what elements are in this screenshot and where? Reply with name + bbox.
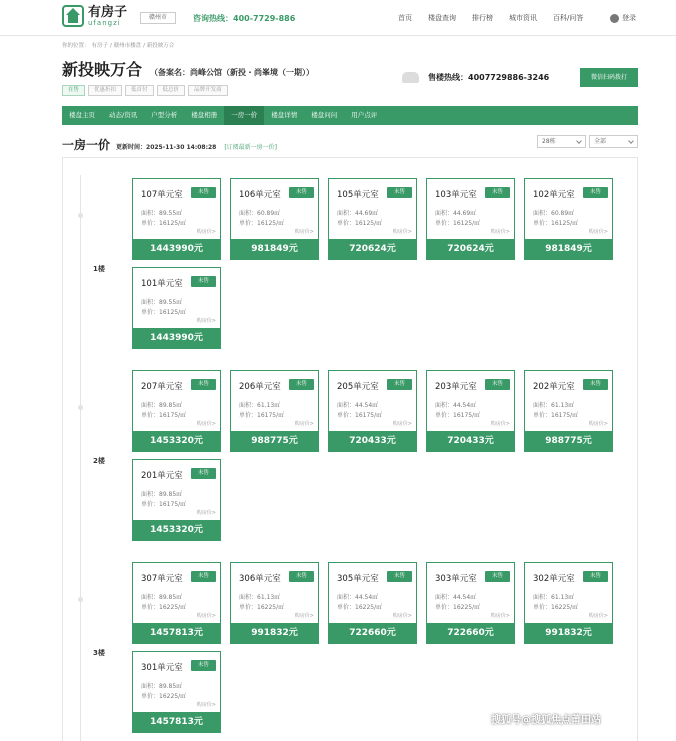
purchase-calc-link[interactable]: 购房价>: [392, 229, 412, 235]
unit-area: 面积：89.55㎡: [141, 299, 183, 306]
purchase-calc-link[interactable]: 购房价>: [490, 613, 510, 619]
unit-price: 单价：16125/㎡: [141, 220, 187, 227]
building-select-value: 28栋: [542, 138, 556, 145]
unit-card[interactable]: [524, 370, 613, 452]
unit-room: 305单元室: [337, 574, 379, 584]
status-badge: 未售: [289, 571, 314, 582]
purchase-calc-link[interactable]: 购房价>: [294, 229, 314, 235]
unit-area: 面积：44.69㎡: [435, 210, 477, 217]
unit-room: 206单元室: [239, 382, 281, 392]
floor-label: 2楼: [93, 457, 105, 465]
site-logo[interactable]: [62, 5, 127, 27]
unit-price: 单价：16125/㎡: [239, 220, 285, 227]
purchase-calc-link[interactable]: 购房价>: [490, 421, 510, 427]
house-logo-icon: [62, 5, 84, 27]
unit-total-price: 991832元: [231, 623, 318, 643]
unit-area: 面积：61.13㎡: [239, 402, 281, 409]
tag-on-sale: 在售: [62, 85, 85, 96]
chevron-down-icon: [576, 138, 582, 144]
purchase-calc-link[interactable]: 购房价>: [392, 613, 412, 619]
unit-card[interactable]: [132, 178, 221, 260]
unit-area: 面积：60.89㎡: [533, 210, 575, 217]
tag-brand-developer: 品牌开发商: [188, 85, 228, 96]
unit-price: 单价：16225/㎡: [141, 604, 187, 611]
unit-price: 单价：16225/㎡: [141, 693, 187, 700]
unit-price: 单价：16225/㎡: [239, 604, 285, 611]
unit-room: 105单元室: [337, 190, 379, 200]
status-select-value: 全部: [594, 138, 607, 145]
status-badge: 未售: [583, 379, 608, 390]
status-badge: 未售: [191, 187, 216, 198]
status-badge: 未售: [387, 187, 412, 198]
unit-price: 单价：16225/㎡: [337, 604, 383, 611]
phone-icon: [402, 70, 420, 84]
breadcrumb-prefix: 你的位置：: [62, 43, 90, 49]
nav-home[interactable]: 首页: [398, 14, 412, 22]
unit-room: 301单元室: [141, 663, 183, 673]
status-badge: 未售: [387, 571, 412, 582]
tab-details[interactable]: 楼盘详情: [271, 111, 298, 119]
unit-card[interactable]: [230, 178, 319, 260]
unit-card[interactable]: [230, 370, 319, 452]
unit-total-price: 981849元: [231, 239, 318, 259]
unit-room: 303单元室: [435, 574, 477, 584]
floor-label: 1楼: [93, 265, 105, 273]
user-icon: [610, 14, 619, 23]
unit-area: 面积：44.54㎡: [337, 594, 379, 601]
purchase-calc-link[interactable]: 购房价>: [588, 229, 608, 235]
unit-card[interactable]: [426, 370, 515, 452]
sales-hotline-text: 售楼热线：4007729886-3246: [428, 72, 550, 82]
logo-name: 有房子: [88, 4, 128, 20]
status-badge: 未售: [191, 379, 216, 390]
purchase-calc-link[interactable]: 购房价>: [490, 229, 510, 235]
unit-card[interactable]: [230, 562, 319, 644]
status-badge: 未售: [191, 276, 216, 287]
unit-room: 107单元室: [141, 190, 183, 200]
unit-area: 面积：61.13㎡: [533, 402, 575, 409]
status-badge: 未售: [583, 571, 608, 582]
price-section-header: [62, 136, 277, 153]
unit-room: 102单元室: [533, 190, 575, 200]
unit-area: 面积：60.89㎡: [239, 210, 281, 217]
city-selector[interactable]: 赣州市: [140, 12, 176, 24]
purchase-calc-link[interactable]: 购房价>: [294, 421, 314, 427]
project-tabs: [62, 106, 638, 125]
unit-total-price: 720624元: [329, 239, 416, 259]
unit-room: 101单元室: [141, 279, 183, 289]
unit-price: 单价：16125/㎡: [337, 220, 383, 227]
unit-price: 单价：16175/㎡: [141, 412, 187, 419]
logo-en-name: ufangzi: [88, 18, 121, 27]
record-name: （备案名：尚峰公馆（新投・尚峯境（一期））: [150, 68, 315, 77]
unit-card[interactable]: [426, 562, 515, 644]
tag-low-total: 低总价: [157, 85, 186, 96]
unit-total-price: 988775元: [525, 431, 612, 451]
breadcrumb-home[interactable]: 有房子: [91, 43, 109, 49]
unit-total-price: 988775元: [231, 431, 318, 451]
unit-price: 单价：16125/㎡: [435, 220, 481, 227]
purchase-calc-link[interactable]: 购房价>: [294, 613, 314, 619]
unit-card[interactable]: [524, 562, 613, 644]
unit-price: 单价：16175/㎡: [239, 412, 285, 419]
unit-card[interactable]: [328, 178, 417, 260]
purchase-calc-link[interactable]: 购房价>: [196, 702, 216, 708]
unit-area: 面积：89.85㎡: [141, 594, 183, 601]
unit-room: 302单元室: [533, 574, 575, 584]
status-badge: 未售: [191, 468, 216, 479]
login-label: 登录: [622, 14, 636, 22]
login-link[interactable]: [610, 13, 636, 23]
purchase-calc-link[interactable]: 购房价>: [588, 421, 608, 427]
unit-price: 单价：16175/㎡: [337, 412, 383, 419]
top-header: [0, 0, 676, 36]
unit-area: 面积：89.85㎡: [141, 491, 183, 498]
unit-card[interactable]: [132, 267, 221, 349]
purchase-calc-link[interactable]: 购房价>: [588, 613, 608, 619]
tab-questions[interactable]: 楼盘问问: [311, 111, 338, 119]
unit-room: 207单元室: [141, 382, 183, 392]
status-badge: 未售: [583, 187, 608, 198]
unit-total-price: 1457813元: [133, 623, 220, 643]
tag-discount: 优惠折扣: [88, 85, 122, 96]
status-badge: 未售: [289, 187, 314, 198]
tab-album[interactable]: 楼盘相册: [191, 111, 218, 119]
update-time: 更新时间：2025-11-30 14:08:28: [116, 144, 217, 151]
status-badge: 未售: [485, 571, 510, 582]
nav-search[interactable]: 楼盘查询: [428, 14, 456, 22]
unit-price: 单价：16125/㎡: [141, 309, 187, 316]
building-select[interactable]: [537, 135, 586, 148]
project-tags: [62, 85, 231, 96]
unit-room: 307单元室: [141, 574, 183, 584]
unit-total-price: 1443990元: [133, 328, 220, 348]
unit-area: 面积：89.85㎡: [141, 683, 183, 690]
unit-room: 103单元室: [435, 190, 477, 200]
unit-total-price: 722660元: [329, 623, 416, 643]
tab-one-price[interactable]: 一房一价: [224, 106, 264, 125]
unit-room: 203单元室: [435, 382, 477, 392]
unit-card[interactable]: [132, 459, 221, 541]
unit-card[interactable]: [426, 178, 515, 260]
unit-area: 面积：44.54㎡: [435, 402, 477, 409]
unit-card[interactable]: [132, 562, 221, 644]
unit-price: 单价：16125/㎡: [533, 220, 579, 227]
unit-room: 201单元室: [141, 471, 183, 481]
unit-total-price: 1443990元: [133, 239, 220, 259]
page-title: 新投映万合: [62, 60, 143, 79]
project-title-row: [62, 57, 314, 80]
chevron-down-icon: [628, 138, 634, 144]
unit-total-price: 1457813元: [133, 712, 220, 732]
nav-news[interactable]: 城市资讯: [509, 14, 537, 22]
purchase-calc-link[interactable]: 购房价>: [196, 613, 216, 619]
breadcrumb-project: / 新投映万合: [143, 43, 175, 49]
unit-card[interactable]: [328, 562, 417, 644]
unit-total-price: 981849元: [525, 239, 612, 259]
unit-area: 面积：44.54㎡: [435, 594, 477, 601]
nav-qa[interactable]: 百科/问答: [553, 14, 584, 22]
status-badge: 未售: [289, 379, 314, 390]
unit-total-price: 1453320元: [133, 431, 220, 451]
status-badge: 未售: [191, 571, 216, 582]
wechat-call-button[interactable]: 微信扫码拨打: [580, 68, 638, 87]
purchase-calc-link[interactable]: 购房价>: [392, 421, 412, 427]
tab-layouts[interactable]: 户型分析: [151, 111, 178, 119]
unit-room: 205单元室: [337, 382, 379, 392]
unit-price: 单价：16225/㎡: [435, 604, 481, 611]
main-nav: [398, 13, 599, 23]
purchase-calc-link[interactable]: 购房价>: [196, 510, 216, 516]
tab-home[interactable]: 楼盘主页: [69, 111, 95, 119]
tab-news[interactable]: 动态/资讯: [109, 111, 138, 119]
unit-room: 106单元室: [239, 190, 281, 200]
watermark: 搜狐号@搜狐焦点莆田站: [491, 715, 601, 726]
floor-label: 3楼: [93, 649, 105, 657]
status-badge: 未售: [191, 660, 216, 671]
sales-hotline: [402, 66, 580, 88]
tag-low-downpayment: 低首付: [125, 85, 154, 96]
unit-card[interactable]: [328, 370, 417, 452]
breadcrumb-city[interactable]: / 赣州市楼盘: [110, 43, 142, 49]
timeline-dot: [78, 597, 83, 602]
status-badge: 未售: [485, 187, 510, 198]
floor-timeline: [80, 175, 81, 741]
status-badge: 未售: [485, 379, 510, 390]
timeline-dot: [78, 213, 83, 218]
unit-price: 单价：16175/㎡: [141, 501, 187, 508]
unit-price: 单价：16175/㎡: [533, 412, 579, 419]
timeline-dot: [78, 405, 83, 410]
purchase-calc-link[interactable]: 购房价>: [196, 229, 216, 235]
unit-total-price: 722660元: [427, 623, 514, 643]
unit-total-price: 991832元: [525, 623, 612, 643]
unit-total-price: 720433元: [427, 431, 514, 451]
unit-card[interactable]: [524, 178, 613, 260]
unit-total-price: 720433元: [329, 431, 416, 451]
purchase-calc-link[interactable]: 购房价>: [196, 318, 216, 324]
consult-hotline: 咨询热线：400-7729-886: [193, 14, 296, 23]
unit-price: 单价：16175/㎡: [435, 412, 481, 419]
unit-area: 面积：61.13㎡: [533, 594, 575, 601]
unit-area: 面积：89.55㎡: [141, 210, 183, 217]
breadcrumb: [62, 41, 176, 49]
unit-card[interactable]: [132, 370, 221, 452]
status-badge: 未售: [387, 379, 412, 390]
unit-area: 面积：44.69㎡: [337, 210, 379, 217]
unit-price: 单价：16225/㎡: [533, 604, 579, 611]
price-section-title: 一房一价: [62, 138, 111, 152]
unit-card[interactable]: [132, 651, 221, 733]
unit-total-price: 720624元: [427, 239, 514, 259]
unit-area: 面积：44.54㎡: [337, 402, 379, 409]
unit-area: 面积：61.13㎡: [239, 594, 281, 601]
unit-room: 306单元室: [239, 574, 281, 584]
purchase-calc-link[interactable]: 购房价>: [196, 421, 216, 427]
unit-room: 202单元室: [533, 382, 575, 392]
status-select[interactable]: [589, 135, 638, 148]
nav-ranking[interactable]: 排行榜: [472, 14, 493, 22]
subscribe-link[interactable]: [订阅最新一房一价]: [224, 144, 278, 151]
unit-area: 面积：89.85㎡: [141, 402, 183, 409]
tab-reviews[interactable]: 用户点评: [351, 111, 378, 119]
unit-total-price: 1453320元: [133, 520, 220, 540]
